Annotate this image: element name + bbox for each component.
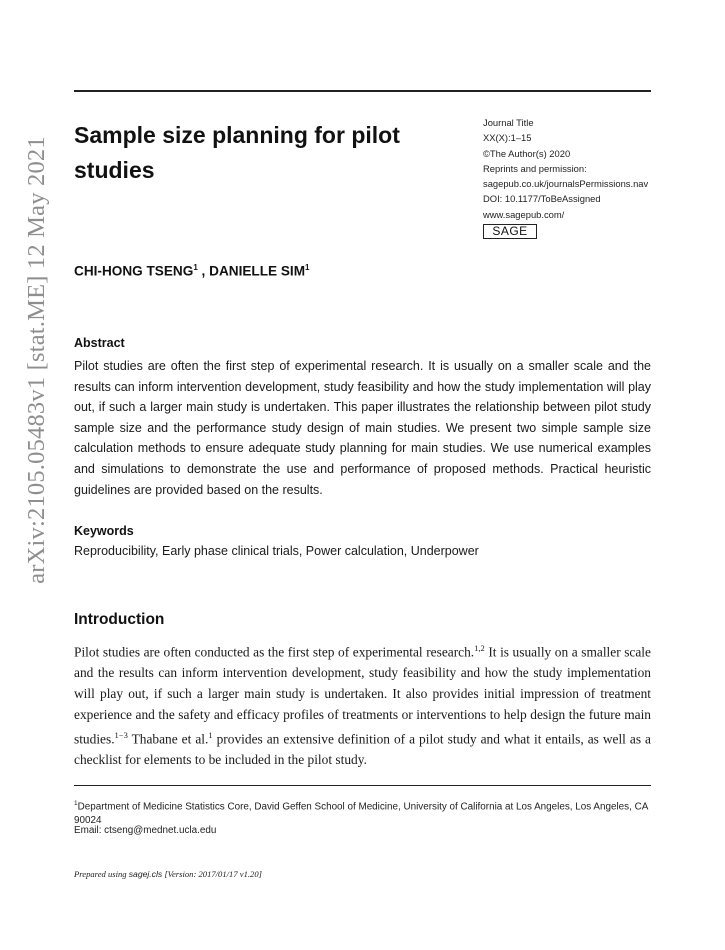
citation-marker[interactable]: 1−3	[114, 730, 128, 741]
citation-marker[interactable]: 1	[208, 730, 213, 741]
affiliation-mark: 1	[305, 263, 310, 272]
author-name: CHI-HONG TSENG	[74, 263, 194, 279]
intro-text-segment: Pilot studies are often conducted as the first step of experimental research.	[74, 644, 475, 660]
class-version: [Version: 2017/01/17 v1.20]	[162, 869, 262, 879]
intro-text-segment: Thabane et al.	[127, 731, 209, 747]
intro-text-segment: provides an extensive definition of a pilot study and what it entails, as well as a checklist for elements to be included in the pilot study.	[74, 731, 651, 768]
reprints-label: Reprints and permission:	[483, 162, 587, 174]
intro-text-segment: It is usually on a smaller scale and the results can inform intervention development, study feasibility and how the study implementation will play out, if such a larger main study is undertaken. It also provides initial impression of treatment experience and the safety and efficacy profiles of treatments or interventions to help design the future main studies.	[74, 644, 651, 747]
website-link[interactable]: www.sagepub.com/	[483, 208, 565, 220]
paper-title: Sample size planning for pilot studies	[74, 122, 400, 183]
citation-marker[interactable]: 1,2	[474, 643, 485, 653]
abstract-heading: Abstract	[74, 336, 125, 350]
keywords-heading: Keywords	[74, 524, 134, 538]
affiliation-mark: 1	[193, 263, 198, 272]
footnote-mark: 1	[74, 800, 78, 807]
prepared-using-note	[74, 869, 262, 879]
journal-info-block	[483, 115, 663, 239]
introduction-heading: Introduction	[74, 611, 165, 628]
sage-logo: SAGE	[483, 224, 537, 239]
keywords-text: Reproducibility, Early phase clinical trials, Power calculation, Underpower	[74, 544, 479, 558]
author-line	[74, 263, 310, 279]
abstract-text: Pilot studies are often the first step of experimental research. It is usually on a smaller scale and the results can inform intervention development, study feasibility and how the study implementation will play out, if such a larger main study is undertaken. This paper illustrates the relationship between pilot study sample size and the performance study design of main studies. We present two simple sample size calculation methods to ensure adequate study planning for main studies. We use numerical examples and simulations to demonstrate the use and performance of proposed methods. Practical heuristic guidelines are provided based on the results.	[74, 359, 651, 497]
class-file-name: sagej.cls	[128, 869, 163, 879]
author-name: DANIELLE SIM	[209, 263, 306, 279]
arxiv-stamp	[0, 0, 58, 650]
introduction-paragraph	[74, 638, 651, 771]
copyright-notice: ©The Author(s) 2020	[483, 147, 571, 159]
affiliation-text: Department of Medicine Statistics Core, David Geffen School of Medicine, University of California at Los Angeles, Los Angeles, CA 90024	[74, 801, 648, 826]
prepared-prefix: Prepared using	[74, 869, 129, 879]
author-email[interactable]: Email: ctseng@mednet.ucla.edu	[74, 825, 217, 836]
header-rule	[74, 90, 651, 92]
affiliation-footnote	[74, 797, 654, 827]
author-separator: ,	[197, 263, 210, 279]
permissions-link[interactable]: sagepub.co.uk/journalsPermissions.nav	[483, 178, 649, 190]
doi-text: DOI: 10.1177/ToBeAssigned	[483, 193, 601, 205]
journal-title: Journal Title	[483, 117, 534, 128]
arxiv-identifier: arXiv:2105.05483v1 [stat.ME] 12 May 2021	[23, 136, 50, 584]
footnote-rule	[74, 785, 651, 786]
journal-volume: XX(X):1–15	[483, 132, 532, 144]
